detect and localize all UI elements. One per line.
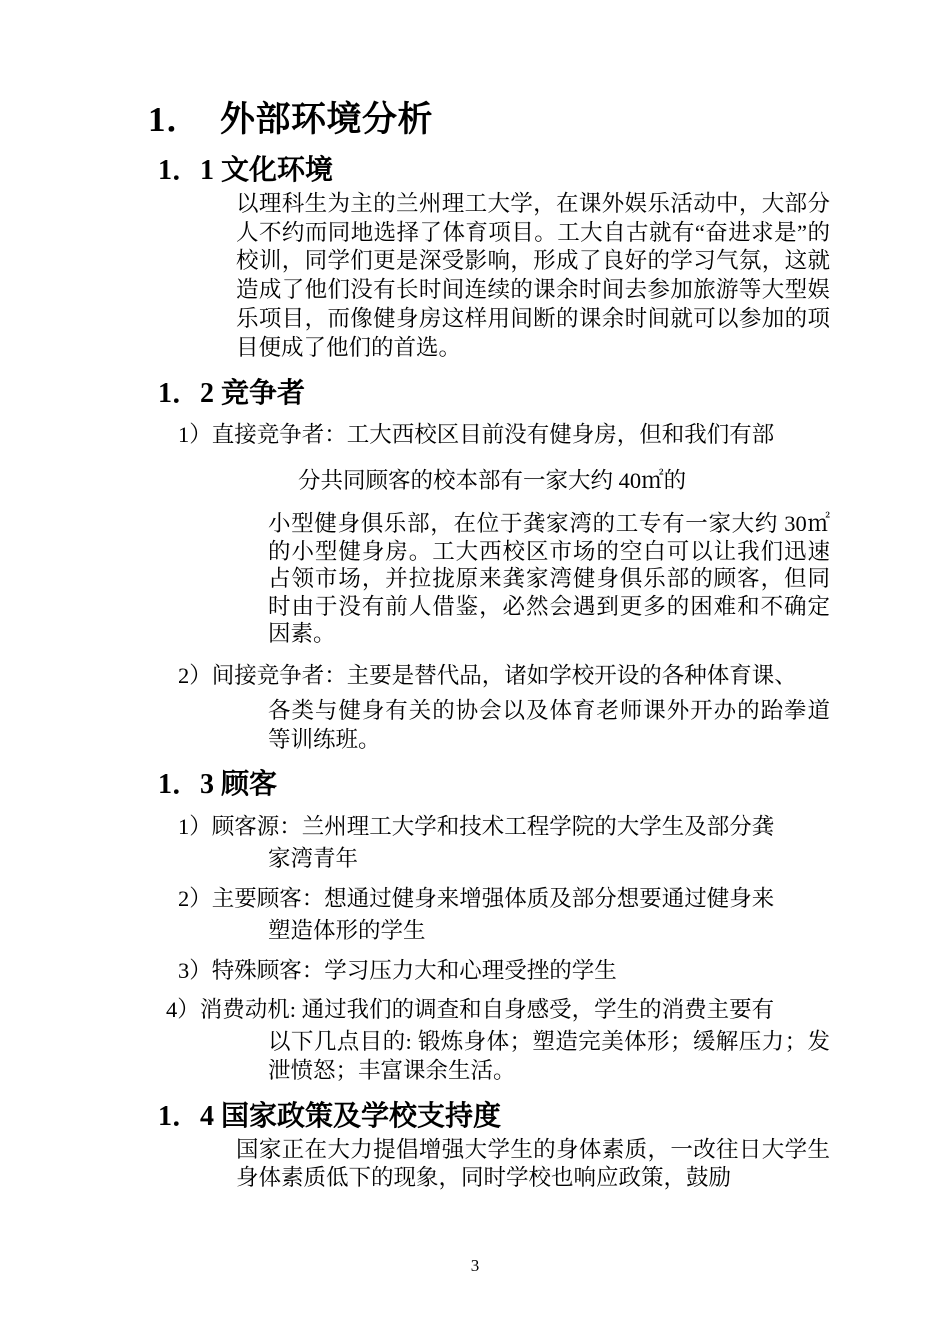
list-lead-text: 特殊顾客：学习压力大和心理受挫的学生 bbox=[211, 957, 617, 983]
list-lead-text: 消费动机: 通过我们的调查和自身感受，学生的消费主要有 bbox=[199, 997, 775, 1023]
list-continuation-text: 分共同顾客的校本部有一家大约 40㎡的 bbox=[298, 468, 687, 494]
list-lead-text: 直接竞争者：工大西校区目前没有健身房，但和我们有部 bbox=[211, 422, 775, 448]
list-continuation-text: 各类与健身有关的协会以及体育老师课外开办的跆拳道等训练班。 bbox=[268, 697, 830, 752]
list-marker: 3） bbox=[178, 957, 212, 983]
paragraph-culture-environment: 以理科生为主的兰州理工大学，在课外娱乐活动中，大部分人不约而同地选择了体育项目。工大自古就有“奋进求是”的校训，同学们更是深受影响，形成了良好的学习气氛，这就造成了他们没有长时间连续的课余时间去参加旅游等大型娱乐项目，而像健身房这样用间断的课余时间就可以参加的项目便成了他们的首选。 bbox=[236, 190, 830, 360]
list-marker: 4） bbox=[166, 997, 200, 1023]
list-marker: 2） bbox=[178, 663, 212, 689]
section-heading-1-3: 1．3 顾客 bbox=[158, 769, 278, 801]
list-continuation-text: 塑造体形的学生 bbox=[268, 918, 426, 944]
list-continuation-text: 以下几点目的: 锻炼身体；塑造完美体形；缓解压力；发泄愤怒；丰富课余生活。 bbox=[268, 1029, 830, 1084]
section-heading-1-2: 1．2 竞争者 bbox=[158, 377, 306, 409]
list-marker: 1） bbox=[178, 422, 212, 448]
section-heading-1: 1． 外部环境分析 bbox=[148, 100, 434, 139]
list-item bbox=[166, 995, 830, 1024]
page-number: 3 bbox=[470, 1256, 480, 1275]
list-lead-text: 主要顾客：想通过健身来增强体质及部分想要通过健身来 bbox=[211, 885, 775, 911]
list-lead-text: 顾客源：兰州理工大学和技术工程学院的大学生及部分龚 bbox=[211, 813, 775, 839]
list-marker: 1） bbox=[178, 813, 212, 839]
section-heading-1-1: 1．1 文化环境 bbox=[158, 155, 334, 187]
section-heading-1-4: 1．4 国家政策及学校支持度 bbox=[158, 1101, 502, 1133]
list-item bbox=[148, 884, 830, 913]
list-item bbox=[148, 661, 830, 690]
list-lead-text: 间接竞争者：主要是替代品，诸如学校开设的各种体育课、 bbox=[211, 663, 797, 689]
list-item bbox=[148, 956, 830, 985]
list-continuation-text: 家湾青年 bbox=[268, 846, 359, 872]
list-item bbox=[148, 420, 830, 449]
list-rest-text: 小型健身俱乐部，在位于龚家湾的工专有一家大约 30㎡的小型健身房。工大西校区市场的空白可以让我们迅速占领市场，并拉拢原来龚家湾健身俱乐部的顾客，但同时由于没有前人借鉴，必然会遇到更多的困难和不确定因素。 bbox=[268, 511, 830, 647]
list-marker: 2） bbox=[178, 885, 212, 911]
paragraph-policy-support: 国家正在大力提倡增强大学生的身体素质，一改往日大学生身体素质低下的现象，同时学校也响应政策，鼓励 bbox=[236, 1136, 830, 1191]
list-item bbox=[148, 812, 830, 841]
